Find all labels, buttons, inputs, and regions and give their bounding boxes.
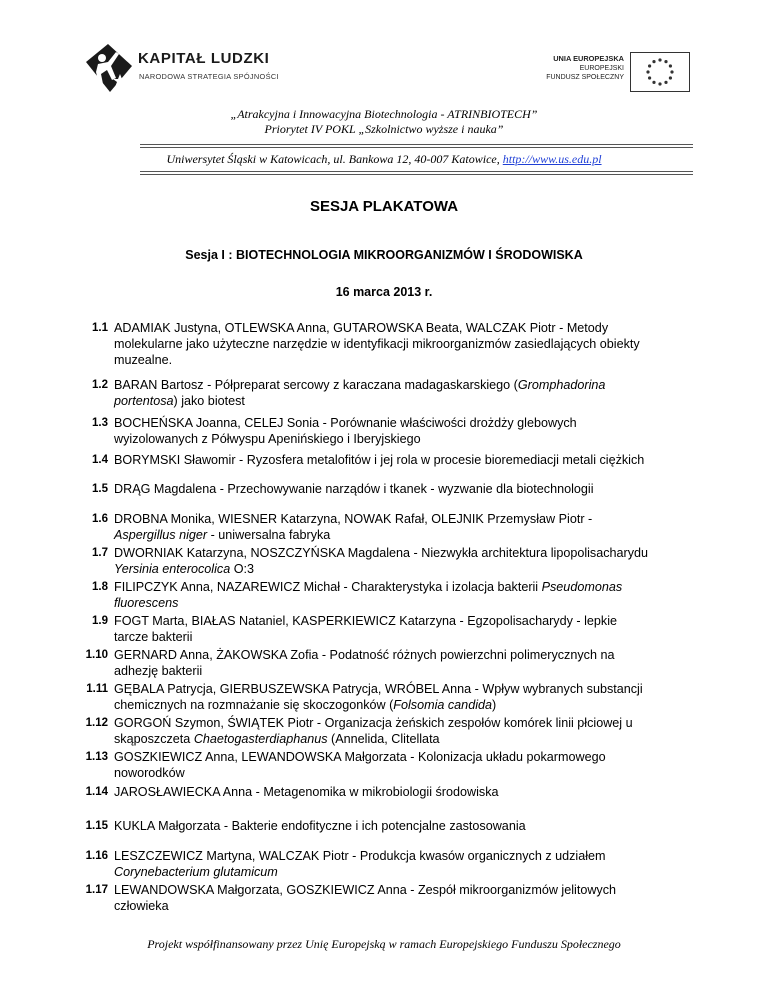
entry-number: 1.14 — [85, 786, 108, 798]
eu-logo-text — [546, 54, 624, 83]
project-priority: Priorytet IV POKL „Szkolnictwo wyższe i nauka” — [264, 122, 504, 136]
university-link[interactable]: http://www.us.edu.pl — [502, 152, 602, 166]
header-divider-top — [140, 144, 693, 145]
list-item — [64, 452, 720, 468]
entry-number: 1.1 — [92, 322, 108, 334]
header-divider-top-2 — [140, 147, 693, 148]
entry-number: 1.8 — [92, 581, 108, 593]
list-item — [64, 848, 720, 880]
list-item — [64, 613, 720, 645]
session-title: Sesja I : BIOTECHNOLOGIA MIKROORGANIZMÓW I ŚRODOWISKA — [185, 248, 583, 262]
project-name: „Atrakcyjna i Innowacyjna Biotechnologia - ATRINBIOTECH” — [230, 107, 538, 121]
entry-text: DRĄG Magdalena - Przechowywanie narządów i tkanek - wyzwanie dla biotechnologii — [114, 482, 594, 496]
entry-text: DWORNIAK Katarzyna, NOSZCZYŃSKA Magdalena - Niezwykła architektura lipopolisacharydu Yersinia enterocolica O:3 — [114, 546, 649, 576]
list-item — [64, 818, 720, 834]
entry-number: 1.3 — [92, 417, 108, 429]
entry-text: KUKLA Małgorzata - Bakterie endofityczne i ich potencjalne zastosowania — [114, 819, 526, 833]
entry-number: 1.15 — [85, 820, 108, 832]
eu-logo-line2: EUROPEJSKI — [579, 64, 624, 72]
entry-text: ADAMIAK Justyna, OTLEWSKA Anna, GUTAROWSKA Beata, WALCZAK Piotr - Metody molekularne jako użyteczne narzędzie w identyfikacji mikroorganizmów zasiedlających obiekty muzealne. — [114, 321, 640, 367]
session-date: 16 marca 2013 r. — [335, 285, 433, 299]
entry-number: 1.4 — [92, 454, 108, 466]
header-divider-bottom — [140, 171, 693, 172]
kapital-ludzki-subtitle: NARODOWA STRATEGIA SPÓJNOŚCI — [139, 72, 279, 81]
entry-text: GERNARD Anna, ŻAKOWSKA Zofia - Podatność różnych powierzchni polimerycznych na adhezję bakterii — [114, 648, 615, 678]
entry-number: 1.6 — [92, 513, 108, 525]
list-item — [64, 377, 720, 409]
eu-logo — [530, 52, 690, 92]
entry-number: 1.17 — [85, 884, 108, 896]
entry-text: GORGOŃ Szymon, ŚWIĄTEK Piotr - Organizacja żeńskich zespołów komórek linii płciowej u skąposzczeta Chaetogasterdiaphanus (Annelida, Clitellata — [114, 716, 633, 746]
entry-text: BORYMSKI Sławomir - Ryzosfera metalofitów i jej rola w procesie bioremediacji metali ciężkich — [114, 453, 645, 467]
header-divider-bottom-2 — [140, 174, 693, 175]
entry-number: 1.7 — [92, 547, 108, 559]
entry-number: 1.10 — [85, 649, 108, 661]
university-address — [0, 152, 768, 167]
eu-flag-icon — [630, 52, 690, 92]
entry-text: LESZCZEWICZ Martyna, WALCZAK Piotr - Produkcja kwasów organicznych z udziałem Corynebacterium glutamicum — [114, 849, 606, 879]
entry-number: 1.2 — [92, 379, 108, 391]
list-item — [64, 681, 720, 713]
entry-text: LEWANDOWSKA Małgorzata, GOSZKIEWICZ Anna - Zespół mikroorganizmów jelitowych człowieka — [114, 883, 617, 913]
entry-text: BARAN Bartosz - Półpreparat sercowy z karaczana madagaskarskiego (Gromphadorina portentosa) jako biotest — [114, 378, 606, 408]
entry-text: JAROSŁAWIECKA Anna - Metagenomika w mikrobiologii środowiska — [114, 785, 499, 799]
list-item — [64, 784, 720, 800]
list-item — [64, 715, 720, 747]
university-address-text: Uniwersytet Śląski w Katowicach, ul. Bankowa 12, 40-007 Katowice, — [166, 152, 500, 166]
page-title: SESJA PLAKATOWA — [309, 198, 459, 215]
entry-number: 1.12 — [85, 717, 108, 729]
list-item — [64, 882, 720, 914]
entry-number: 1.16 — [85, 850, 108, 862]
list-item — [64, 749, 720, 781]
kapital-ludzki-logo — [86, 42, 296, 94]
entry-number: 1.11 — [86, 683, 108, 695]
entry-number: 1.13 — [85, 751, 108, 763]
entry-text: GĘBALA Patrycja, GIERBUSZEWSKA Patrycja, WRÓBEL Anna - Wpływ wybranych substancji chemicznych na rozmnażanie się skoczogonków (Folsomia candida) — [114, 682, 643, 712]
list-item — [64, 579, 720, 611]
entry-text: FOGT Marta, BIAŁAS Nataniel, KASPERKIEWICZ Katarzyna - Egzopolisacharydy - lepkie tarcze bakterii — [114, 614, 618, 644]
list-item — [64, 511, 720, 543]
entry-number: 1.5 — [92, 483, 108, 495]
list-item — [64, 481, 720, 497]
entry-text: FILIPCZYK Anna, NAZAREWICZ Michał - Charakterystyka i izolacja bakterii Pseudomonas fluorescens — [114, 580, 623, 610]
entry-text: GOSZKIEWICZ Anna, LEWANDOWSKA Małgorzata - Kolonizacja układu pokarmowego noworodków — [114, 750, 606, 780]
eu-logo-line1: UNIA EUROPEJSKA — [553, 54, 624, 63]
kapital-ludzki-title: KAPITAŁ LUDZKI — [138, 50, 270, 67]
entry-number: 1.9 — [92, 615, 108, 627]
list-item — [64, 320, 720, 368]
eu-logo-line3: FUNDUSZ SPOŁECZNY — [546, 74, 624, 82]
page-footer: Projekt współfinansowany przez Unię Europejską w ramach Europejskiego Funduszu Społecznego — [147, 937, 621, 951]
kapital-ludzki-emblem-icon — [86, 44, 132, 92]
list-item — [64, 647, 720, 679]
list-item — [64, 545, 720, 577]
list-item — [64, 415, 720, 447]
entry-text: BOCHEŃSKA Joanna, CELEJ Sonia - Porównanie właściwości drożdży glebowych wyizolowanych z Półwyspu Apenińskiego i Iberyjskiego — [114, 416, 577, 446]
entry-text: DROBNA Monika, WIESNER Katarzyna, NOWAK Rafał, OLEJNIK Przemysław Piotr - Aspergillus niger - uniwersalna fabryka — [114, 512, 593, 542]
